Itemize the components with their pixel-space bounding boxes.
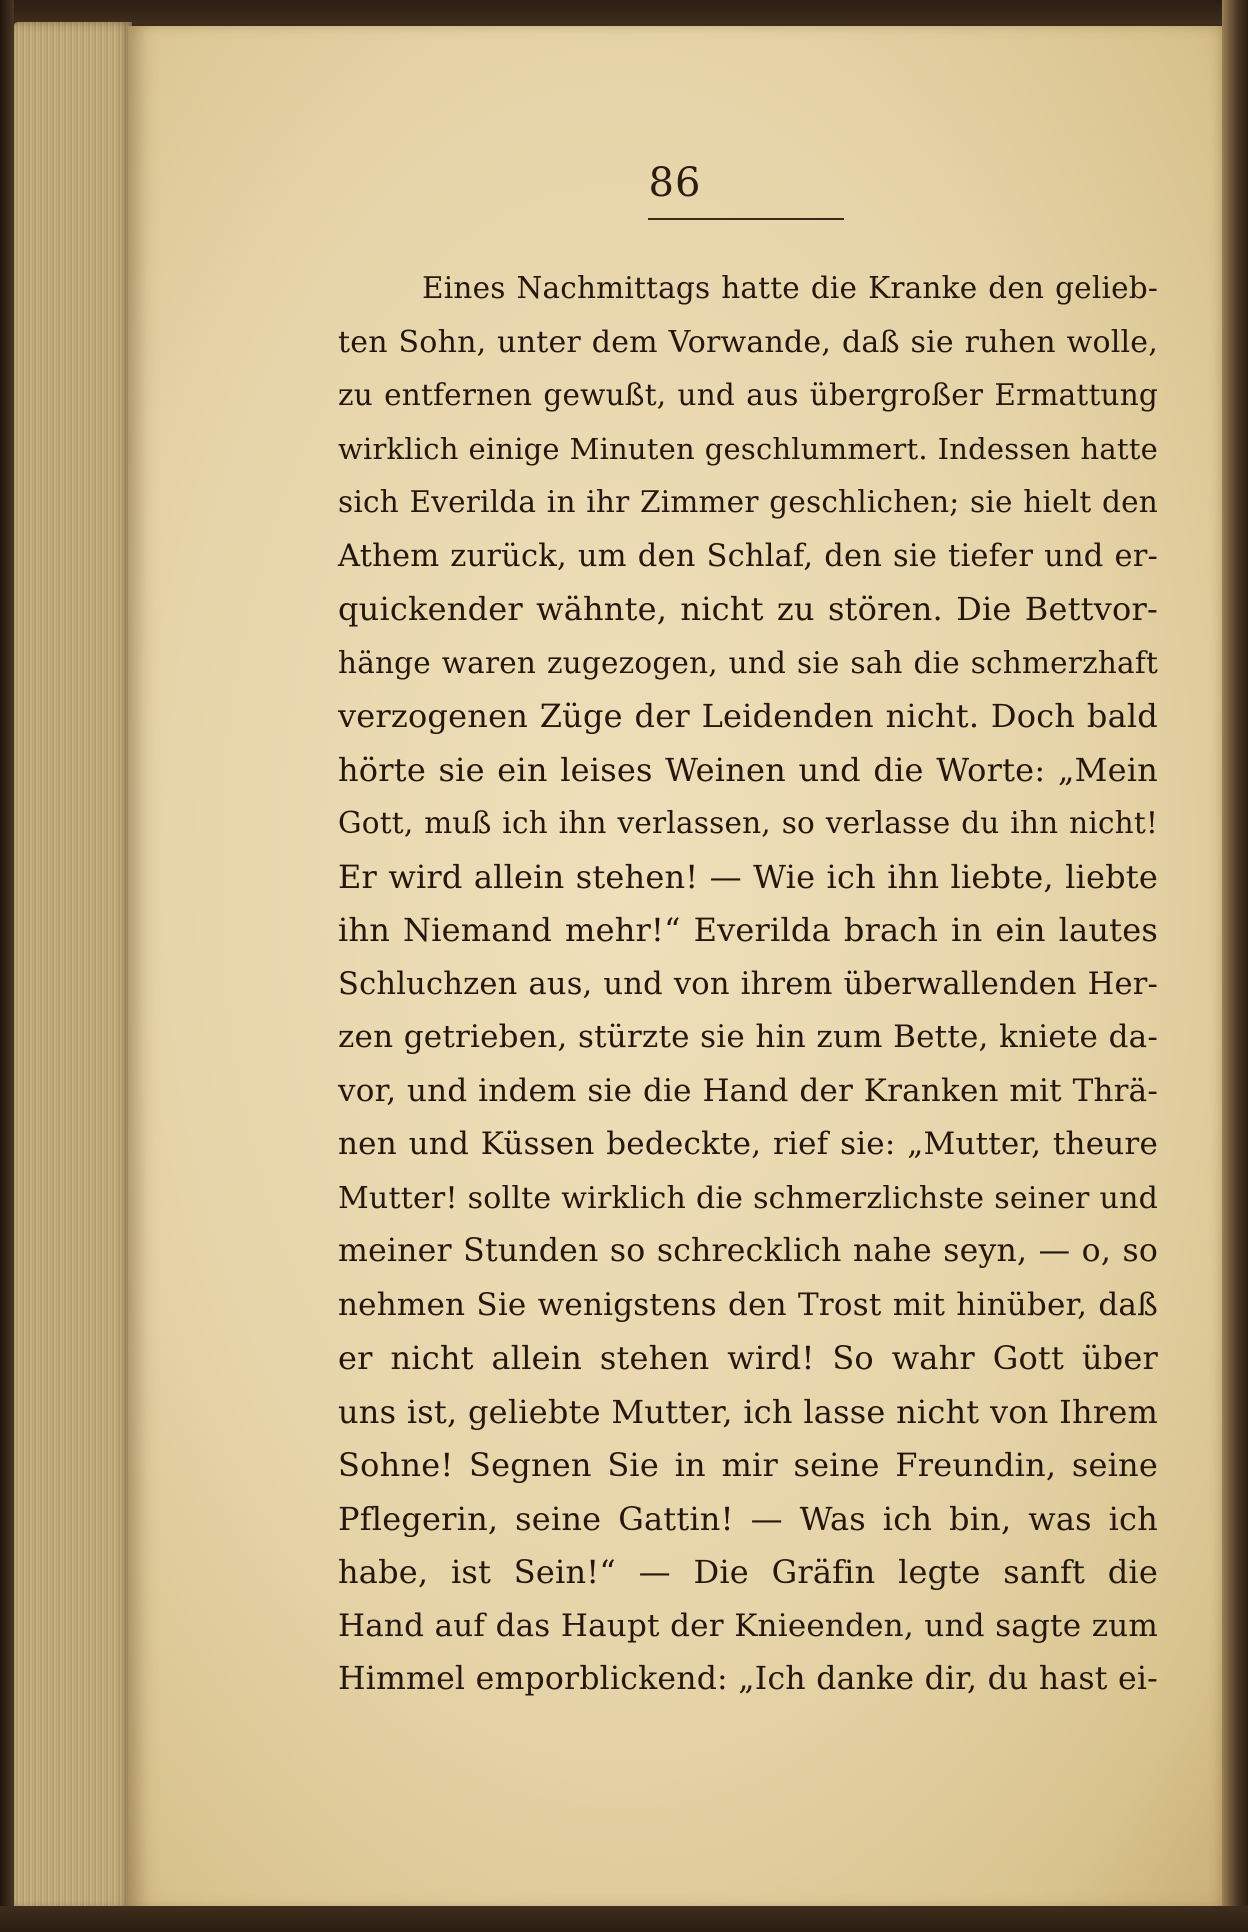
book-right-edge [1222, 0, 1248, 1932]
text-line: wirklich einige Minuten geschlummert. Indessen hatte [338, 431, 1158, 466]
text-line: Gott, muß ich ihn verlassen, so verlasse du ihn nicht! [338, 806, 1158, 840]
text-line: ten Sohn, unter dem Vorwande, daß sie ruhen wolle, [338, 324, 1158, 360]
text-line: sich Everilda in ihr Zimmer geschlichen; sie hielt den [338, 485, 1158, 519]
book-binding [0, 0, 14, 1932]
text-line: nen und Küssen bedeckte, rief sie: „Mutter, theure [338, 1126, 1158, 1162]
text-line: hänge waren zugezogen, und sie sah die schmerzhaft [338, 645, 1158, 680]
page-number: 86 [648, 160, 702, 206]
text-line: Hand auf das Haupt der Knieenden, und sagte zum [338, 1607, 1158, 1644]
book-top-edge [0, 0, 1248, 24]
text-line: Mutter! sollte wirklich die schmerzlichste seiner und [338, 1180, 1158, 1216]
text-line: Himmel emporblickend: „Ich danke dir, du hast ei- [338, 1661, 1158, 1697]
text-line: habe, ist Sein!“ — Die Gräfin legte sanft die [338, 1553, 1158, 1591]
text-line: meiner Stunden so schrecklich nahe seyn, — o, so [338, 1233, 1158, 1269]
text-line: zu entfernen gewußt, und aus übergroßer Ermattung [338, 378, 1158, 412]
text-line: Athem zurück, um den Schlaf, den sie tiefer und er- [338, 538, 1158, 574]
text-line: er nicht allein stehen wird! So wahr Gott über [338, 1339, 1158, 1377]
text-line: Eines Nachmittags hatte die Kranke den gelieb- [422, 271, 1158, 305]
text-line: verzogenen Züge der Leidenden nicht. Doch bald [338, 697, 1158, 735]
text-line: nehmen Sie wenigstens den Trost mit hinüber, daß [338, 1286, 1158, 1323]
text-line: zen getrieben, stürzte sie hin zum Bette, kniete da- [338, 1019, 1158, 1055]
text-line: Schluchzen aus, und von ihrem überwallenden Her- [338, 966, 1158, 1002]
text-line: quickender wähnte, nicht zu stören. Die Bettvor- [338, 590, 1158, 628]
book-bottom-edge [0, 1906, 1248, 1932]
text-line: ihn Niemand mehr!“ Everilda brach in ein lautes [338, 911, 1158, 949]
body-text [338, 262, 1158, 1707]
text-line: uns ist, geliebte Mutter, ich lasse nicht von Ihrem [338, 1392, 1158, 1431]
text-line: hörte sie ein leises Weinen und die Worte: „Mein [338, 750, 1158, 789]
text-line: Pflegerin, seine Gattin! — Was ich bin, was ich [338, 1499, 1158, 1538]
text-line: Sohne! Segnen Sie in mir seine Freundin, seine [338, 1446, 1158, 1484]
text-line: Er wird allein stehen! — Wie ich ihn liebte, liebte [338, 857, 1158, 896]
header-rule [648, 218, 844, 220]
stacked-page-edges [14, 22, 132, 1910]
text-line: vor, und indem sie die Hand der Kranken mit Thrä- [338, 1072, 1158, 1109]
